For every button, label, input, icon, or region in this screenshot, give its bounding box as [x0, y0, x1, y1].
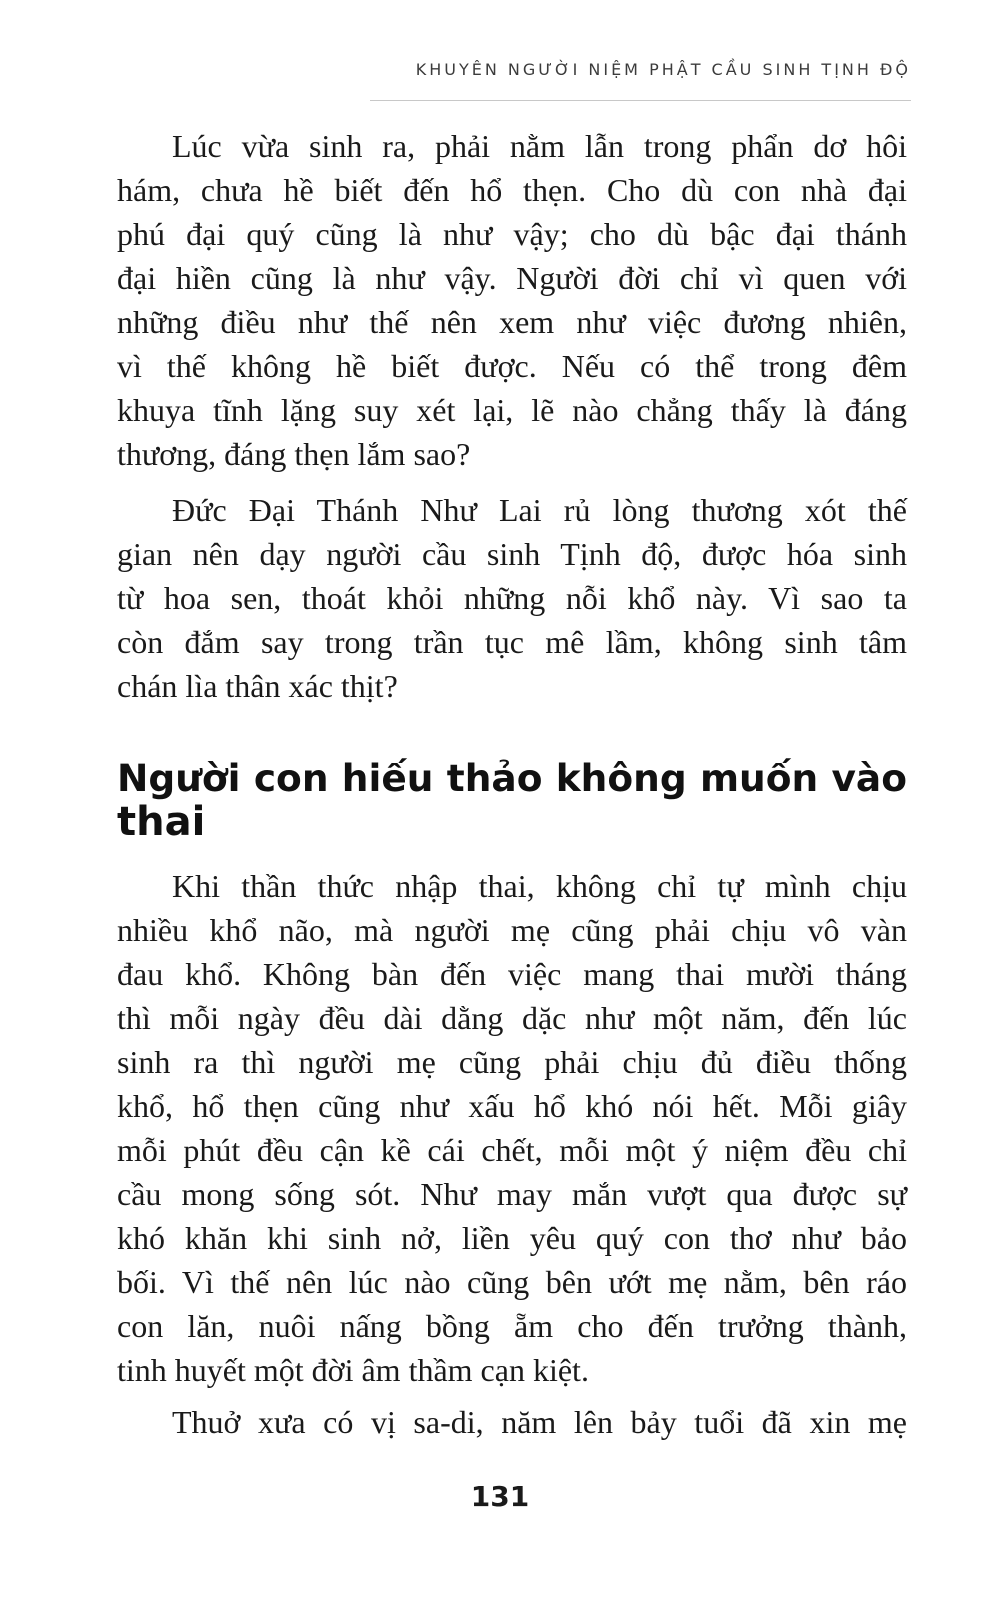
- header-divider: [370, 100, 911, 101]
- paragraph-line: khổ, hổ thẹn cũng như xấu hổ khó nói hết. Mỗi giây: [117, 1088, 907, 1124]
- paragraph-3: [117, 864, 907, 1392]
- paragraph-line: đau khổ. Không bàn đến việc mang thai mười tháng: [117, 956, 907, 992]
- paragraph-line: Khi thần thức nhập thai, không chỉ tự mình chịu: [172, 868, 907, 904]
- paragraph-line: mỗi phút đều cận kề cái chết, mỗi một ý niệm đều chỉ: [117, 1132, 907, 1168]
- paragraph-line: vì thế không hề biết được. Nếu có thể trong đêm: [117, 348, 907, 384]
- paragraph-line: gian nên dạy người cầu sinh Tịnh độ, được hóa sinh: [117, 536, 907, 572]
- paragraph-line: khó khăn khi sinh nở, liền yêu quý con thơ như bảo: [117, 1220, 907, 1256]
- paragraph-line: Thuở xưa có vị sa-di, năm lên bảy tuổi đã xin mẹ: [172, 1404, 907, 1440]
- running-header: KHUYÊN NGƯỜI NIỆM PHẬT CẦU SINH TỊNH ĐỘ: [415, 60, 911, 79]
- paragraph-line: thương, đáng thẹn lắm sao?: [117, 436, 471, 472]
- paragraph-line: khuya tĩnh lặng suy xét lại, lẽ nào chẳng thấy là đáng: [117, 392, 907, 428]
- paragraph-line: đại hiền cũng là như vậy. Người đời chỉ vì quen với: [117, 260, 907, 296]
- paragraph-line: cầu mong sống sót. Như may mắn vượt qua được sự: [117, 1176, 907, 1212]
- paragraph-line: từ hoa sen, thoát khỏi những nỗi khổ này. Vì sao ta: [117, 580, 907, 616]
- paragraph-2: [117, 488, 907, 708]
- heading-line: thai: [117, 799, 206, 845]
- page-number: 131: [470, 1480, 530, 1513]
- paragraph-line: chán lìa thân xác thịt?: [117, 668, 398, 704]
- section-heading: [117, 756, 907, 844]
- paragraph-line: những điều như thế nên xem như việc đương nhiên,: [117, 304, 907, 340]
- paragraph-line: hám, chưa hề biết đến hổ thẹn. Cho dù con nhà đại: [117, 172, 907, 208]
- paragraph-line: con lăn, nuôi nấng bồng ẵm cho đến trưởng thành,: [117, 1308, 907, 1344]
- paragraph-line: Lúc vừa sinh ra, phải nằm lẫn trong phẩn dơ hôi: [172, 128, 907, 164]
- paragraph-1: [117, 124, 907, 476]
- paragraph-line: thì mỗi ngày đều dài dằng dặc như một năm, đến lúc: [117, 1000, 907, 1036]
- paragraph-line: phú đại quý cũng là như vậy; cho dù bậc đại thánh: [117, 216, 907, 252]
- heading-line: Người con hiếu thảo không muốn vào: [117, 756, 907, 800]
- paragraph-line: tinh huyết một đời âm thầm cạn kiệt.: [117, 1352, 589, 1388]
- paragraph-line: còn đắm say trong trần tục mê lầm, không sinh tâm: [117, 624, 907, 660]
- paragraph-line: sinh ra thì người mẹ cũng phải chịu đủ điều thống: [117, 1044, 907, 1080]
- paragraph-4: [117, 1400, 907, 1444]
- paragraph-line: nhiều khổ não, mà người mẹ cũng phải chịu vô vàn: [117, 912, 907, 948]
- paragraph-line: bối. Vì thế nên lúc nào cũng bên ướt mẹ nằm, bên ráo: [117, 1264, 907, 1300]
- paragraph-line: Đức Đại Thánh Như Lai rủ lòng thương xót thế: [172, 492, 907, 528]
